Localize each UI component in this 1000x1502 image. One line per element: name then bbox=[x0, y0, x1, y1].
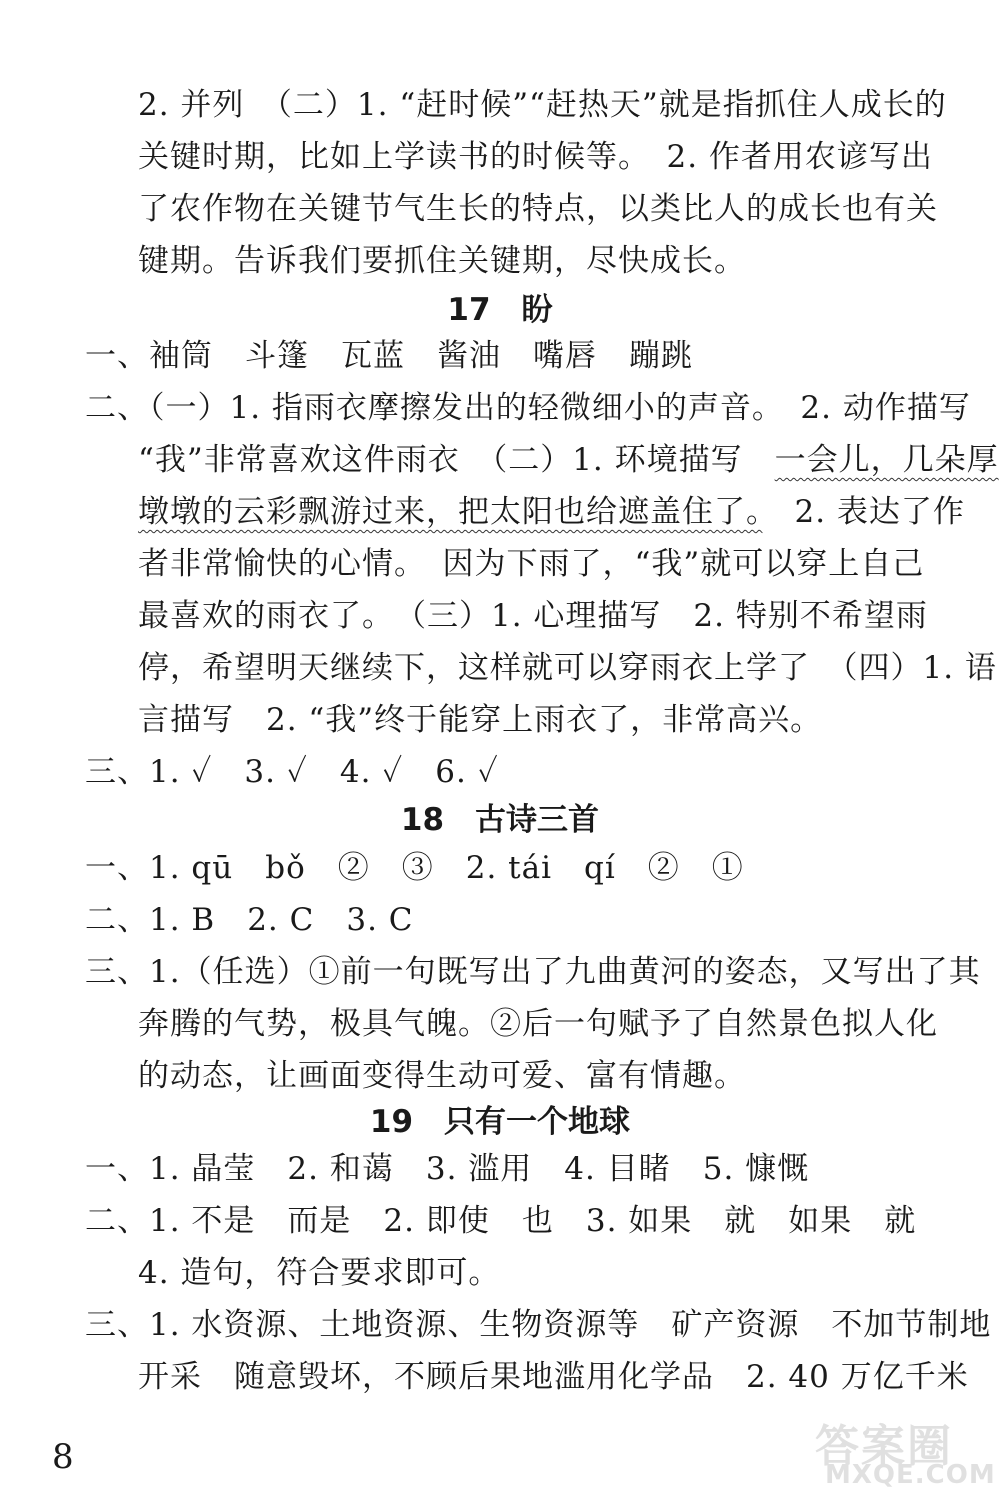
section-heading-19: 19 只有一个地球 bbox=[369, 1104, 631, 1140]
text-line: 三、1. 水资源、土地资源、生物资源等 矿产资源 不加节制地 bbox=[85, 1307, 992, 1343]
text-line: 二、1. 不是 而是 2. 即使 也 3. 如果 就 如果 就 bbox=[85, 1203, 917, 1239]
text-line: 2. 并列 （二）1. “赶时候”“赶热天”就是指抓住人成长的 bbox=[138, 87, 947, 123]
text-segment: 2. 表达了作 bbox=[762, 494, 965, 530]
text-line: 三、1. ✓ 3. ✓ 4. ✓ 6. ✓ bbox=[85, 754, 499, 790]
text-segment: “我”非常喜欢这件雨衣 （二）1. 环境描写 bbox=[138, 442, 775, 478]
text-line: 二、（一）1. 指雨衣摩擦发出的轻微细小的声音。 2. 动作描写 bbox=[85, 390, 971, 426]
text-line: 最喜欢的雨衣了。 （三）1. 心理描写 2. 特别不希望雨 bbox=[138, 598, 928, 634]
text-line: 一、1. qū bǒ ② ③ 2. tái qí ② ① bbox=[85, 850, 744, 886]
watermark-logo bbox=[805, 1410, 996, 1495]
text-line: 二、1. B 2. C 3. C bbox=[85, 902, 414, 938]
section-heading-18: 18 古诗三首 bbox=[400, 802, 600, 838]
text-line: 言描写 2. “我”终于能穿上雨衣了，非常高兴。 bbox=[138, 702, 823, 738]
text-line: 的动态，让画面变得生动可爱、富有情趣。 bbox=[138, 1058, 746, 1094]
text-line: 三、1.（任选）①前一句既写出了九曲黄河的姿态，又写出了其 bbox=[85, 954, 981, 990]
section-heading-17: 17 盼 bbox=[447, 292, 553, 328]
text-line: 一、袖筒 斗篷 瓦蓝 酱油 嘴唇 蹦跳 bbox=[85, 338, 693, 374]
text-line: 者非常愉快的心情。 因为下雨了，“我”就可以穿上自己 bbox=[138, 546, 925, 582]
text-line: 停，希望明天继续下，这样就可以穿雨衣上学了 （四）1. 语 bbox=[138, 650, 997, 686]
text-line: 开采 随意毁坏，不顾后果地滥用化学品 2. 40 万亿千米 bbox=[138, 1359, 969, 1395]
text-line: 键期。告诉我们要抓住关键期，尽快成长。 bbox=[138, 243, 746, 279]
text-line: 4. 造句，符合要求即可。 bbox=[138, 1255, 501, 1291]
page-number: 8 bbox=[52, 1437, 74, 1477]
wavy-underlined-text: 墩墩的云彩飘游过来，把太阳也给遮盖住了。 bbox=[138, 494, 763, 530]
wavy-underlined-text: 一会儿，几朵厚 bbox=[774, 442, 999, 478]
text-line bbox=[138, 492, 965, 532]
text-line: 一、1. 晶莹 2. 和蔼 3. 滥用 4. 目睹 5. 慷慨 bbox=[85, 1151, 810, 1187]
watermark-title: 答案圈 bbox=[815, 1421, 953, 1472]
text-line bbox=[138, 440, 999, 480]
text-line: 关键时期，比如上学读书的时候等。 2. 作者用农谚写出 bbox=[138, 139, 933, 175]
watermark-url: MXQE.COM bbox=[825, 1460, 996, 1490]
text-line: 奔腾的气势，极具气魄。②后一句赋予了自然景色拟人化 bbox=[138, 1006, 938, 1042]
text-line: 了农作物在关键节气生长的特点，以类比人的成长也有关 bbox=[138, 191, 938, 227]
